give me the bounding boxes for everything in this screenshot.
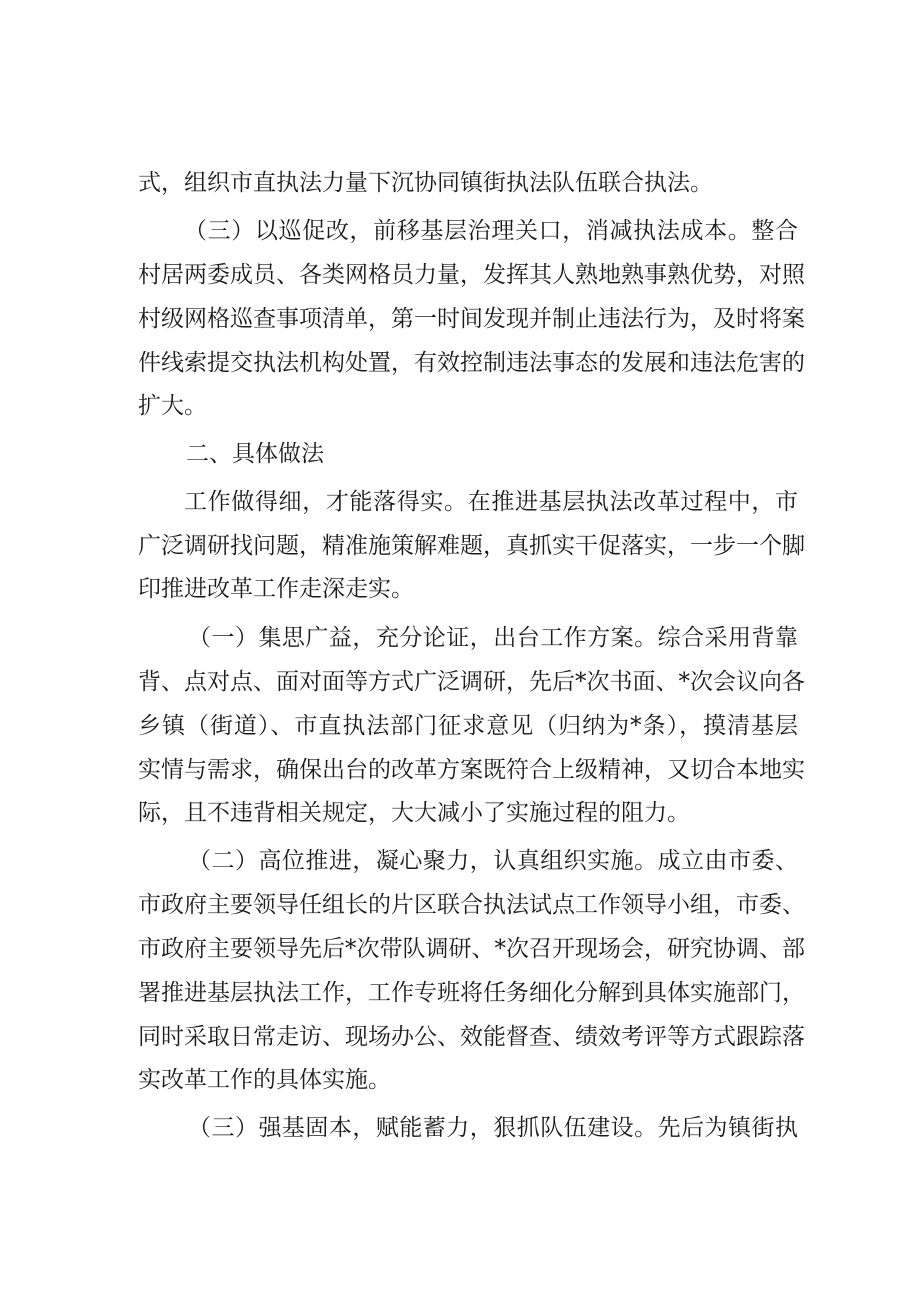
paragraph-line: 扩大。 <box>138 393 207 419</box>
paragraph-line: 际，且不违背相关规定，大大减小了实施过程的阻力。 <box>138 800 690 826</box>
paragraph-line: （二）高位推进，凝心聚力，认真组织实施。成立由市委、 <box>188 848 798 874</box>
paragraph-line: 广泛调研找问题，精准施策解难题，真抓实干促落实，一步一个脚 <box>138 533 805 559</box>
paragraph-line: （三）强基固本，赋能蓄力，狠抓队伍建设。先后为镇街执 <box>188 1115 798 1141</box>
paragraph-line: 市政府主要领导任组长的片区联合执法试点工作领导小组，市委、 <box>138 892 805 918</box>
paragraph-line: 实情与需求，确保出台的改革方案既符合上级精神，又切合本地实 <box>138 757 805 783</box>
paragraph-line: 同时采取日常走访、现场办公、效能督查、绩效考评等方式跟踪落 <box>138 1024 805 1050</box>
paragraph-line: 村级网格巡查事项清单，第一时间发现并制止违法行为，及时将案 <box>138 306 805 332</box>
paragraph-line: 印推进改革工作走深走实。 <box>138 576 414 602</box>
paragraph-line: 背、点对点、面对面等方式广泛调研，先后*次书面、*次会议向各 <box>138 669 805 695</box>
section-heading: 二、具体做法 <box>186 441 324 467</box>
paragraph-line: 实改革工作的具体实施。 <box>138 1067 391 1093</box>
paragraph-line: 村居两委成员、各类网格员力量，发挥其人熟地熟事熟优势，对照 <box>138 262 805 288</box>
paragraph-line: 乡镇（街道）、市直执法部门征求意见（归纳为*条），摸清基层 <box>138 713 798 739</box>
paragraph-line: （一）集思广益，充分论证，出台工作方案。综合采用背靠 <box>188 625 798 651</box>
paragraph-line: 署推进基层执法工作，工作专班将任务细化分解到具体实施部门， <box>138 980 805 1006</box>
paragraph-line: 市政府主要领导先后*次带队调研、*次召开现场会，研究协调、部 <box>138 936 805 962</box>
paragraph-line: （三）以巡促改，前移基层治理关口，消减执法成本。整合 <box>184 218 798 244</box>
paragraph-line: 式，组织市直执法力量下沉协同镇街执法队伍联合执法。 <box>138 170 713 196</box>
paragraph-line: 工作做得细，才能落得实。在推进基层执法改革过程中，市 <box>184 489 798 515</box>
paragraph-line: 件线索提交执法机构处置，有效控制违法事态的发展和违法危害的 <box>138 350 805 376</box>
